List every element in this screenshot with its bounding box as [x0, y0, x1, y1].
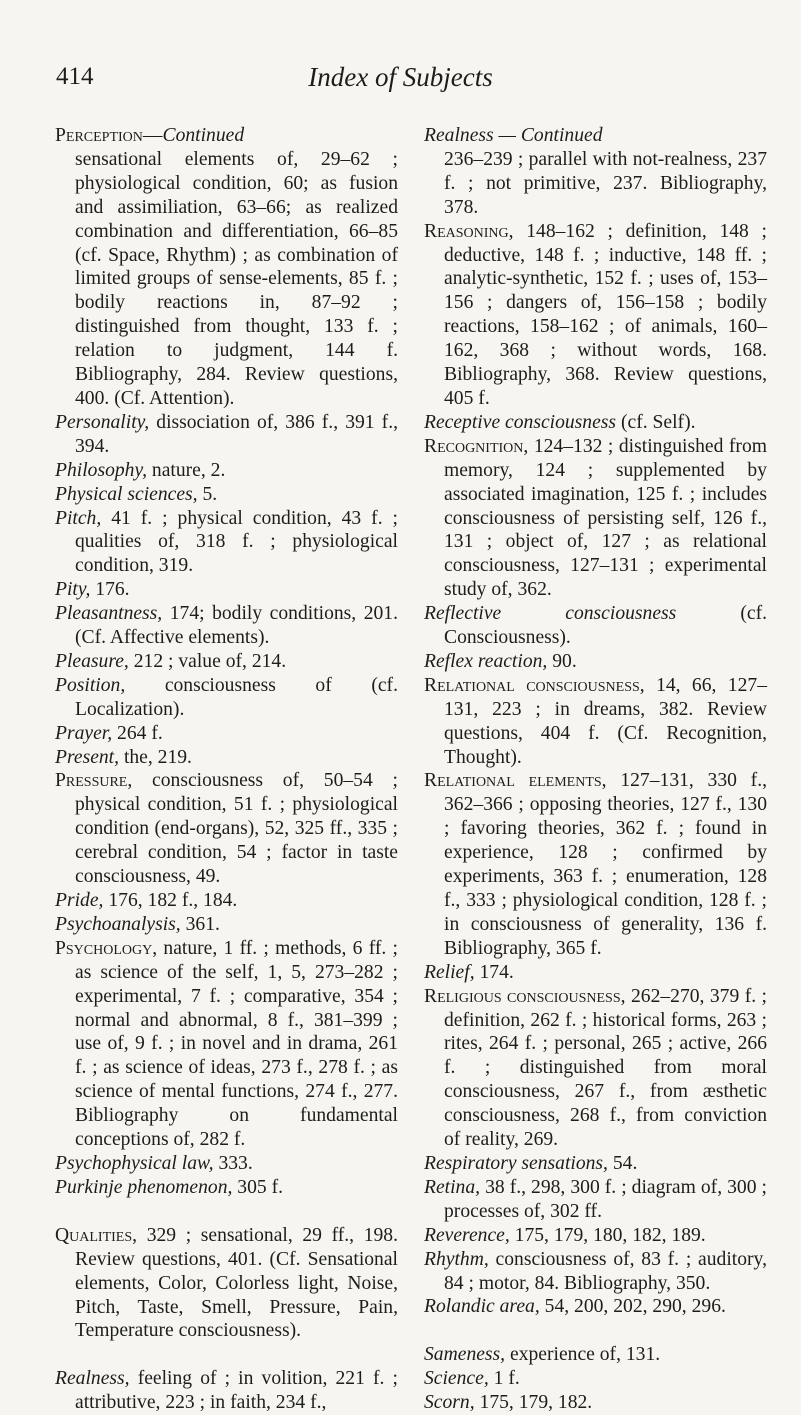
index-entry — [55, 578, 398, 602]
index-entry-term: Relational consciousness, — [424, 674, 645, 696]
index-entry-references: 175, 179, 182. — [479, 1392, 593, 1414]
index-column-left — [55, 124, 398, 1415]
index-entry — [424, 961, 767, 985]
index-entry-term: Position, — [55, 674, 126, 696]
index-entry — [424, 435, 767, 602]
index-entry — [55, 459, 398, 483]
index-entry-references: 1 f. — [493, 1368, 520, 1390]
index-entry — [55, 602, 398, 650]
index-entry-term: Relief, — [424, 961, 475, 983]
index-entry — [55, 507, 398, 579]
index-entry-references: dissociation of, 386 f., 391 f., 394. — [75, 411, 398, 457]
index-entry — [55, 722, 398, 746]
index-entry — [55, 1367, 398, 1415]
index-entry-references: 176, 182 f., 184. — [108, 890, 238, 911]
page-header — [0, 62, 801, 102]
index-entry-references: 54, 200, 202, 290, 296. — [544, 1296, 726, 1318]
index-entry-term: Pleasure, — [55, 650, 129, 672]
index-entry — [424, 220, 767, 411]
index-entry — [55, 483, 398, 507]
index-entry — [55, 746, 398, 770]
index-entry-references: 212 ; value of, 214. — [133, 650, 287, 672]
index-entry-term: Purkinje phenomenon, — [55, 1176, 233, 1198]
index-entry-term: Scorn, — [424, 1392, 475, 1414]
index-entry-references: 174; bodily conditions, 201. (Cf. Affective elements). — [75, 603, 398, 649]
section-gap — [424, 1319, 767, 1343]
running-head: Index of Subjects — [308, 62, 493, 92]
index-entry-references: nature, 1 ff. ; methods, 6 ff. ; as science of the self, 1, 5, 273–282 ; experimental, 7 f. ; comparative, 354 ; normal and abnormal, 8 f., 381–399 ; use of, 9 f. ; in novel and in drama, 261 f. ; as science of ideas, 273 f., 278 f. ; as science of mental functions, 274 f., 277. Bibliography on fundamental conceptions of, 282 f. — [75, 937, 399, 1151]
index-entry — [55, 411, 398, 459]
index-entry-references: 176. — [95, 579, 130, 601]
index-entry-term: Perception—Continued — [55, 125, 245, 146]
index-entry — [55, 1224, 398, 1344]
index-entry-references: 333. — [218, 1152, 253, 1174]
index-entry — [424, 769, 767, 960]
index-entry-term: Rolandic area, — [424, 1296, 540, 1318]
index-entry — [424, 1248, 767, 1296]
section-gap — [55, 1200, 398, 1224]
index-entry-references: 90. — [552, 650, 577, 672]
index-entry — [55, 1152, 398, 1176]
index-entry-references: consciousness of (cf. Localization). — [75, 674, 398, 720]
index-entry — [55, 650, 398, 674]
index-entry — [424, 1391, 767, 1415]
index-entry-references: 38 f., 298, 300 f. ; diagram of, 300 ; processes of, 302 ff. — [444, 1176, 767, 1222]
index-entry-term: Prayer, — [55, 722, 113, 744]
index-entry-term: Psychophysical law, — [55, 1152, 214, 1174]
index-entry — [424, 674, 767, 770]
index-entry-references: consciousness of, 50–54 ; physical condition, 51 f. ; physiological condition (end-organs), 52, 325 ff., 335 ; cerebral condition, 54 ; factor in taste consciousness, 49. — [75, 770, 398, 888]
index-entry-references: 41 f. ; physical condition, 43 f. ; qualities of, 318 f. ; physiological condition, 319. — [75, 507, 398, 577]
index-entry-references: 329 ; sensational, 29 ff., 198. Review questions, 401. (Cf. Sensational elements, Color, Colorless light, Noise, Pitch, Taste, Smell, Pressure, Pain, Temperature consciousness). — [75, 1224, 398, 1342]
index-entry-references: sensational elements of, 29–62 ; physiological condition, 60; as fusion and assimiliation, 63–66; as realized combination and differentiation, 66–85 (cf. Space, Rhythm) ; as combination of limited groups of sense-elements, 85 f. ; bodily reactions in, 87–92 ; distinguished from thought, 133 f. ; relation to judgment, 144 f. Bibliography, 284. Review questions, 400. (Cf. Attention). — [75, 148, 398, 409]
index-entry-references: 127–131, 330 f., 362–366 ; opposing theories, 127 f., 130 ; favoring theories, 362 f. ; found in experience, 128 ; confirmed by experiments, 363 f. ; enumeration, 128 f., 333 ; physiological condition, 128 f. ; in consciousness of generality, 136 f. Bibliography, 365 f. — [444, 770, 767, 959]
index-entry-term: Religious consciousness, — [424, 985, 626, 1007]
section-gap — [55, 1343, 398, 1367]
index-entry-term: Present, — [55, 746, 120, 768]
index-entry-term: Psychology, — [55, 937, 158, 959]
index-entry-term: Reflex reaction, — [424, 650, 548, 672]
index-entry — [55, 937, 398, 1152]
index-entry-references: nature, 2. — [151, 459, 226, 481]
index-entry-term: Science, — [424, 1368, 489, 1390]
index-entry — [424, 1343, 767, 1367]
index-entry-term: Pleasantness, — [55, 603, 163, 625]
index-entry-term: Pitch, — [55, 507, 102, 529]
index-entry — [55, 1176, 398, 1200]
index-entry-term: Retina, — [424, 1176, 481, 1198]
index-entry-references: (cf. Self). — [620, 411, 696, 433]
index-entry-term: Reverence, — [424, 1224, 510, 1246]
index-entry-term: Recognition, — [424, 435, 529, 457]
index-entry-term: Pity, — [55, 579, 91, 601]
index-entry-references: 148–162 ; definition, 148 ; deductive, 148 f. ; inductive, 148 ff. ; analytic-synthetic, 152 f. ; uses of, 153–156 ; dangers of, 156–158 ; bodily reactions, 158–162 ; of animals, 160–162, 368 ; without words, 168. Bibliography, 368. Review questions, 405 f. — [444, 220, 767, 409]
index-entry — [424, 1176, 767, 1224]
index-entry — [424, 1224, 767, 1248]
index-entry — [424, 602, 767, 650]
index-entry-term: Sameness, — [424, 1344, 506, 1366]
index-entry-references: 54. — [612, 1152, 638, 1174]
index-entry — [424, 1152, 767, 1176]
index-entry-references: 262–270, 379 f. ; definition, 262 f. ; historical forms, 263 ; rites, 264 f. ; personal, 265 ; active, 266 f. ; distinguished from moral consciousness, 267 f., from æsthetic consciousness, 268 f., from conviction of reality, 269. — [444, 985, 767, 1151]
page-number: 414 — [56, 63, 94, 90]
index-entry-term: Pressure, — [55, 770, 133, 792]
index-entry — [424, 1367, 767, 1391]
index-entry — [424, 985, 767, 1152]
index-entry-term: Personality, — [55, 411, 150, 433]
index-entry-term: Philosophy, — [55, 459, 147, 481]
index-entry — [424, 650, 767, 674]
index-entry-term: Physical sciences, — [55, 483, 198, 505]
index-entry-term: Qualities, — [55, 1224, 138, 1246]
index-entry — [55, 674, 398, 722]
index-entry-term: Receptive consciousness — [424, 411, 617, 433]
index-entry — [424, 124, 767, 220]
index-entry — [55, 913, 398, 937]
index-entry — [55, 889, 398, 913]
index-entry-term: Pride, — [55, 890, 104, 911]
index-entry-term: Reflective consciousness — [424, 603, 677, 625]
index-entry-term: Realness — Continued — [424, 125, 603, 146]
index-entry — [55, 769, 398, 889]
index-entry-references: 361. — [185, 913, 220, 935]
index-entry-references: 175, 179, 180, 182, 189. — [514, 1224, 706, 1246]
index-entry-references: 236–239 ; parallel with not-realness, 237 f. ; not primitive, 237. Bibliography, 378. — [444, 148, 767, 218]
index-entry-term: Realness, — [55, 1368, 130, 1390]
index-entry-term: Reasoning, — [424, 220, 514, 242]
index-entry-references: 264 f. — [117, 722, 163, 744]
index-entry-references: (cf. Consciousness). — [444, 603, 767, 649]
index-entry-references: consciousness of, 83 f. ; auditory, 84 ; motor, 84. Bibliography, 350. — [444, 1248, 767, 1294]
index-entry-references: 5. — [202, 483, 218, 505]
index-entry — [55, 124, 398, 411]
index-column-right — [424, 124, 767, 1415]
index-entry — [424, 411, 767, 435]
index-entry-references: 174. — [479, 961, 514, 983]
index-entry-term: Respiratory sensations, — [424, 1152, 608, 1174]
index-entry-references: 305 f. — [237, 1176, 284, 1198]
index-entry-references: the, 219. — [123, 746, 192, 768]
index-entry-term: Relational elements, — [424, 770, 607, 792]
index-entry-references: 14, 66, 127–131, 223 ; in dreams, 382. Review questions, 404 f. (Cf. Recognition, Thought). — [444, 674, 767, 768]
index-entry-references: feeling of ; in volition, 221 f. ; attributive, 223 ; in faith, 234 f., — [75, 1368, 398, 1414]
index-entry-references: experience of, 131. — [510, 1344, 661, 1366]
index-entry — [424, 1295, 767, 1319]
index-entry-term: Rhythm, — [424, 1248, 489, 1270]
index-entry-term: Psychoanalysis, — [55, 913, 181, 935]
index-entry-references: 124–132 ; distinguished from memory, 124 ; supplemented by associated imagination, 125 f. ; includes consciousness of persisting self, 126 f., 131 ; object of, 127 ; as relational consciousness, 127–131 ; experimental study of, 362. — [444, 435, 767, 601]
